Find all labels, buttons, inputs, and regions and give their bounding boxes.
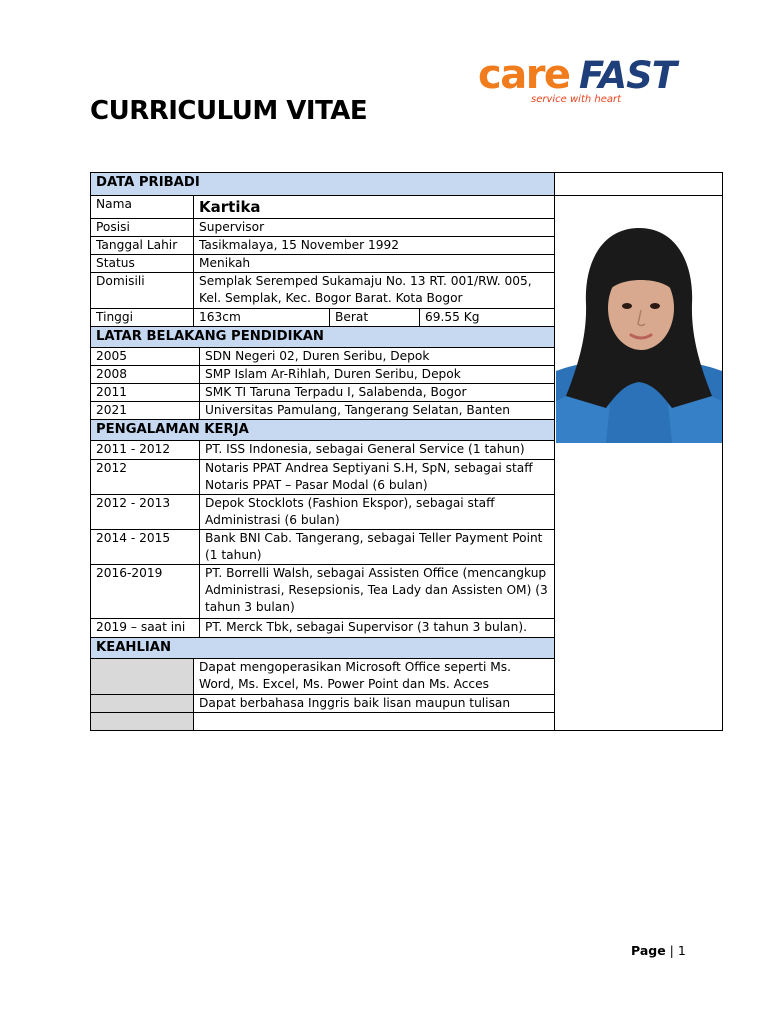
work-desc: PT. Borrelli Walsh, sebagai Assisten Office (mencangkup Administrasi, Resepsionis, Tea Lady dan Assisten OM) (3 tahun 3 bulan) <box>199 564 555 619</box>
edu-year: 2021 <box>90 401 200 420</box>
value-status: Menikah <box>193 254 555 273</box>
logo-care-text: care <box>478 52 570 98</box>
section-header-work: PENGALAMAN KERJA <box>90 419 555 441</box>
label-dob: Tanggal Lahir <box>90 236 194 255</box>
skill-label-cell <box>90 712 194 731</box>
photo-header-cell <box>554 172 723 196</box>
edu-year: 2005 <box>90 347 200 366</box>
value-dob: Tasikmalaya, 15 November 1992 <box>193 236 555 255</box>
page-number: 1 <box>677 943 686 958</box>
page-title: CURRICULUM VITAE <box>90 96 368 126</box>
skill-item: Dapat berbahasa Inggris baik lisan maupun tulisan <box>193 694 555 713</box>
profile-photo <box>556 196 722 443</box>
label-name: Nama <box>90 195 194 219</box>
value-position: Supervisor <box>193 218 555 237</box>
edu-school: Universitas Pamulang, Tangerang Selatan, Banten <box>199 401 555 420</box>
work-desc: Bank BNI Cab. Tangerang, sebagai Teller Payment Point (1 tahun) <box>199 529 555 565</box>
work-period: 2016-2019 <box>90 564 200 619</box>
work-period: 2019 – saat ini <box>90 618 200 638</box>
work-desc: PT. Merck Tbk, sebagai Supervisor (3 tahun 3 bulan). <box>199 618 555 638</box>
skill-empty-cell <box>193 712 555 731</box>
logo-tagline: service with heart <box>531 94 622 105</box>
section-header-personal: DATA PRIBADI <box>90 172 555 196</box>
section-header-skills: KEAHLIAN <box>90 637 555 659</box>
value-height: 163cm <box>193 308 330 327</box>
edu-school: SDN Negeri 02, Duren Seribu, Depok <box>199 347 555 366</box>
page-footer <box>631 943 686 958</box>
work-period: 2014 - 2015 <box>90 529 200 565</box>
work-desc: PT. ISS Indonesia, sebagai General Service (1 tahun) <box>199 440 555 460</box>
edu-year: 2008 <box>90 365 200 384</box>
value-domicile: Semplak Seremped Sukamaju No. 13 RT. 001/RW. 005, Kel. Semplak, Kec. Bogor Barat. Kota Bogor <box>193 272 555 309</box>
label-domicile: Domisili <box>90 272 194 309</box>
edu-school: SMK TI Taruna Terpadu I, Salabenda, Bogor <box>199 383 555 402</box>
page-separator: | <box>669 943 674 958</box>
work-period: 2012 <box>90 459 200 495</box>
value-name: Kartika <box>193 195 555 219</box>
value-weight: 69.55 Kg <box>419 308 555 327</box>
skill-item: Dapat mengoperasikan Microsoft Office seperti Ms. Word, Ms. Excel, Ms. Power Point dan Ms. Acces <box>193 658 555 695</box>
edu-school: SMP Islam Ar-Rihlah, Duren Seribu, Depok <box>199 365 555 384</box>
label-status: Status <box>90 254 194 273</box>
label-weight: Berat <box>329 308 420 327</box>
work-period: 2011 - 2012 <box>90 440 200 460</box>
page-label: Page <box>631 943 666 958</box>
label-position: Posisi <box>90 218 194 237</box>
work-period: 2012 - 2013 <box>90 494 200 530</box>
skill-label-cell <box>90 658 194 695</box>
logo-fast-text: FAST <box>579 54 677 97</box>
skill-label-cell <box>90 694 194 713</box>
label-height: Tinggi <box>90 308 194 327</box>
edu-year: 2011 <box>90 383 200 402</box>
section-header-education: LATAR BELAKANG PENDIDIKAN <box>90 326 555 348</box>
work-desc: Depok Stocklots (Fashion Ekspor), sebagai staff Administrasi (6 bulan) <box>199 494 555 530</box>
work-desc: Notaris PPAT Andrea Septiyani S.H, SpN, sebagai staff Notaris PPAT – Pasar Modal (6 bulan) <box>199 459 555 495</box>
